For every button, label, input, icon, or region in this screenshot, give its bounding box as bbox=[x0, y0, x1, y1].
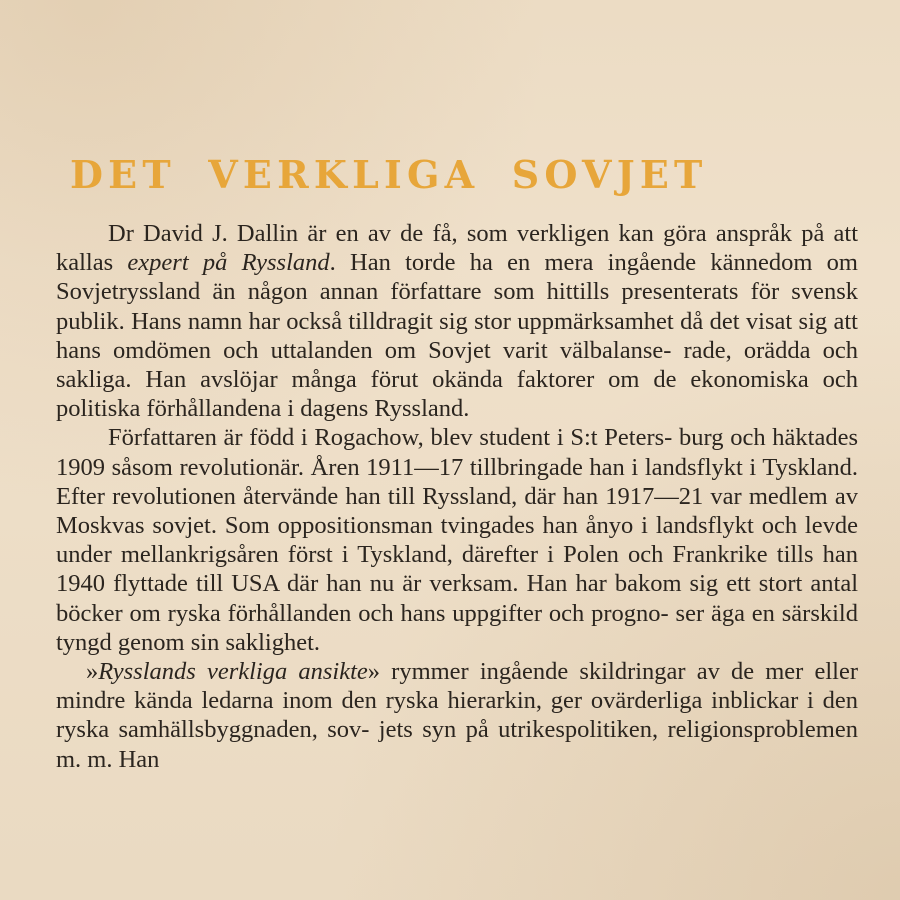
paragraph-1-segment-2-italic: expert på Ryssland bbox=[127, 249, 330, 277]
paragraph-1 bbox=[56, 219, 858, 423]
paragraph-2 bbox=[56, 423, 858, 657]
page-title: DET VERKLIGA SOVJET bbox=[70, 152, 708, 197]
paragraph-3-segment-3: » rymmer ingående skildringar av de mer eller mindre kända ledarna inom den ryska hierarkin, ger ovärderliga inblickar i den ryska samhällsbyggnaden, sov- jets syn på utrikespolitiken, religionsproblemen m. m. Han bbox=[56, 658, 858, 773]
body-text bbox=[56, 219, 858, 774]
paragraph-3-segment-1: » bbox=[86, 658, 99, 686]
paragraph-1-segment-1: Dr David J. Dallin är en av de få, som verkligen kan göra anspråk på att kallas bbox=[56, 220, 858, 277]
paragraph-3-segment-2-italic: Rysslands verkliga ansikte bbox=[98, 658, 368, 686]
paragraph-3 bbox=[56, 657, 858, 774]
paragraph-2-segment-1: Författaren är född i Rogachow, blev student i S:t Peters- burg och häktades 1909 såsom revolutionär. Åren 1911—17 tillbringade han i landsflykt i Tyskland. Efter revolutionen återvände han till Ryssland, där han 1917—21 var medlem av Moskvas sovjet. Som oppositionsman tvingades han ånyo i landsflykt och levde under mellankrigsåren först i Tyskland, därefter i Polen och Frankrike tills han 1940 flyttade till USA där han nu är verksam. Han har bakom sig ett stort antal böcker om ryska förhållanden och hans uppgifter och progno- ser äga en särskild tyngd genom sin saklighet. bbox=[56, 424, 858, 656]
paragraph-1-segment-3: . Han torde ha en mera ingående kännedom om Sovjetryssland än någon annan författare som hittills presenterats för svensk publik. Hans namn har också tilldragit sig stor uppmärksamhet då det visat sig att hans omdömen och uttalanden om Sovjet varit välbalanse- rade, orädda och sakliga. Han avslöjar många förut okända faktorer om de ekonomiska och politiska förhållandena i dagens Ryssland. bbox=[56, 249, 858, 423]
